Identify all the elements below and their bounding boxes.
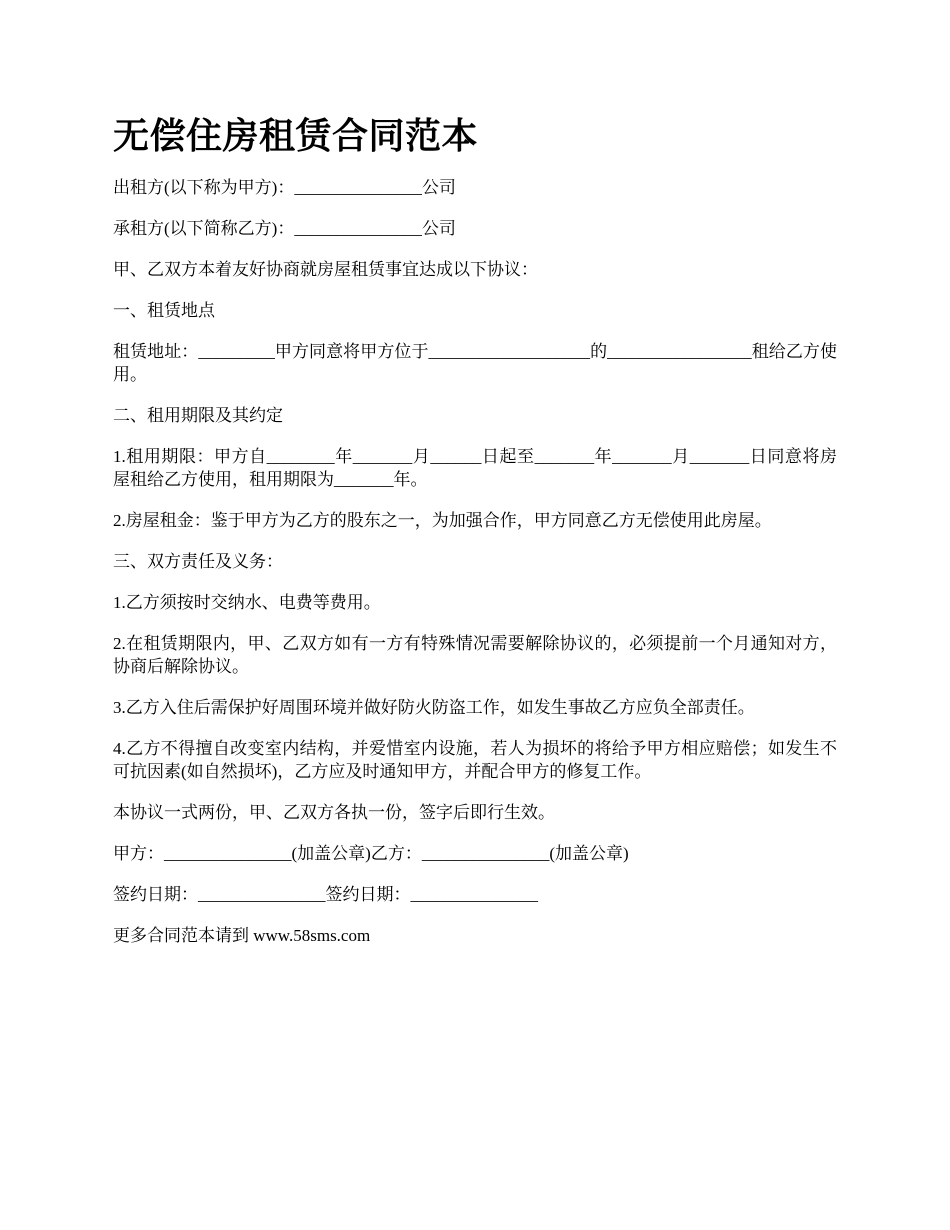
- duty-clause-3: 3.乙方入住后需保护好周围环境并做好防火防盗工作，如发生事故乙方应负全部责任。: [113, 698, 755, 717]
- rental-term-clause: 1.租用期限：甲方自________年_______月______日起至_______年_______月_______日同意将房屋租给乙方使用，租用期限为_______年。: [113, 447, 837, 489]
- document-title: 无偿住房租赁合同范本: [113, 116, 479, 156]
- duty-clause-1: 1.乙方须按时交纳水、电费等费用。: [113, 593, 381, 612]
- lessor-line: 出租方(以下称为甲方)：_______________公司: [113, 178, 456, 197]
- section-heading-location: 一、租赁地点: [113, 301, 215, 320]
- footer-note: 更多合同范本请到 www.58sms.com: [113, 926, 371, 945]
- rental-address-clause: 租赁地址：_________甲方同意将甲方位于___________________的_________________租给乙方使用。: [113, 342, 837, 384]
- document-page: [113, 110, 837, 965]
- signing-date-line: 签约日期：_______________签约日期：_______________: [113, 885, 538, 904]
- rent-clause: 2.房屋租金：鉴于甲方为乙方的股东之一，为加强合作，甲方同意乙方无偿使用此房屋。: [113, 511, 772, 530]
- section-heading-duties: 三、双方责任及义务：: [113, 552, 283, 571]
- duty-clause-2: 2.在租赁期限内，甲、乙双方如有一方有特殊情况需要解除协议的，必须提前一个月通知对方，协商后解除协议。: [113, 634, 837, 676]
- lessee-line: 承租方(以下简称乙方)：_______________公司: [113, 219, 456, 238]
- duty-clause-4: 4.乙方不得擅自改变室内结构，并爱惜室内设施，若人为损坏的将给予甲方相应赔偿；如发生不可抗因素(如自然损坏)，乙方应及时通知甲方，并配合甲方的修复工作。: [113, 739, 837, 781]
- signature-line: 甲方：_______________(加盖公章)乙方：_______________(加盖公章): [113, 844, 629, 863]
- effectiveness-clause: 本协议一式两份，甲、乙双方各执一份，签字后即行生效。: [113, 803, 555, 822]
- section-heading-term: 二、租用期限及其约定: [113, 406, 283, 425]
- agreement-intro: 甲、乙双方本着友好协商就房屋租赁事宜达成以下协议：: [113, 260, 538, 279]
